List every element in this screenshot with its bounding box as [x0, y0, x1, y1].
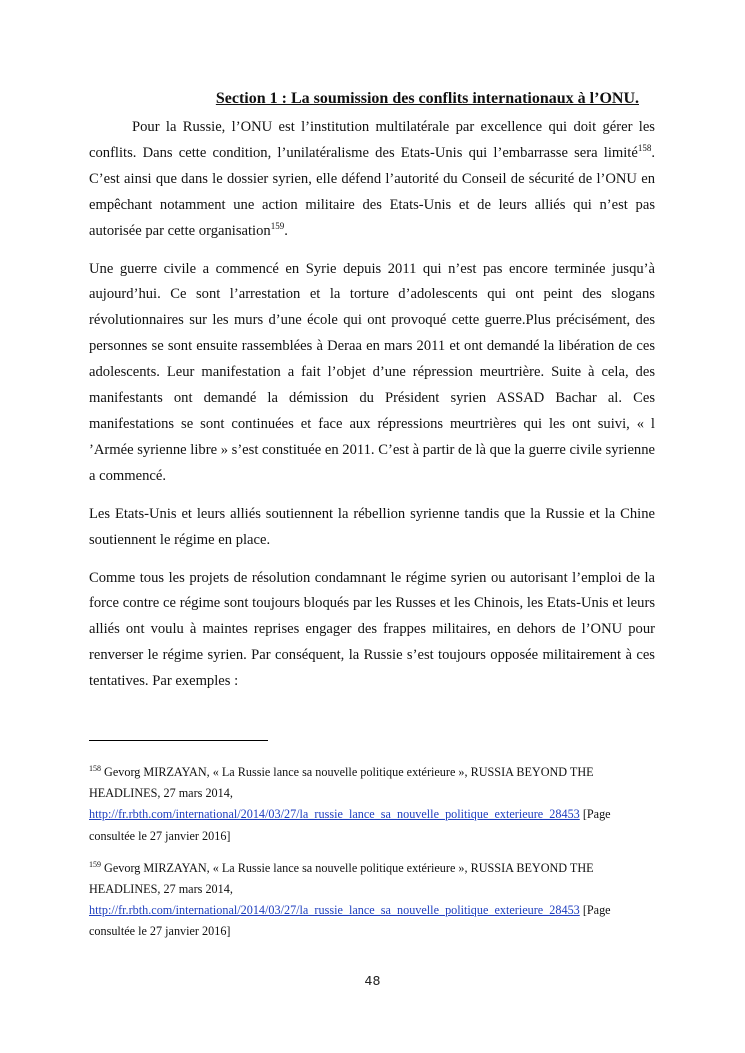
footnote-ref-158[interactable]: 158 [637, 143, 652, 154]
footnote-text: Gevorg MIRZAYAN, « La Russie lance sa nouvelle politique extérieure », RUSSIA BEYOND THE HEADLINES, 27 mars 2014, [89, 860, 594, 897]
footnote-ref-159[interactable]: 159 [270, 220, 285, 231]
paragraph-1-text-c: . [284, 222, 288, 239]
footnote-text: Gevorg MIRZAYAN, « La Russie lance sa nouvelle politique extérieure », RUSSIA BEYOND THE HEADLINES, 27 mars 2014, [89, 765, 594, 801]
paragraph-4: Comme tous les projets de résolution condamnant le régime syrien ou autorisant l’emploi de la force contre ce régime sont toujours bloqués par les Russes et les Chinois, les Etats-Unis et leurs alliés ont voulu à maintes reprises engager des frappes militaires, en dehors de l’ONU pour renverser le régime syrien. Par conséquent, la Russie s’est toujours opposée militairement à ces tentatives. Par exemples : [89, 569, 655, 690]
footnote-link[interactable]: http://fr.rbth.com/international/2014/03/27/la_russie_lance_sa_nouvelle_politique_exterieure_28453 [89, 903, 580, 918]
footnote-number: 158 [89, 763, 101, 773]
section-title: Section 1 : La soumission des conflits internationaux à l’ONU. [215, 90, 639, 107]
footnote-consulted: [Page consultée le 27 janvier 2016] [89, 807, 611, 843]
footnote-number: 159 [89, 859, 101, 869]
footnote-consulted: [Page consultée le 27 janvier 2016] [89, 903, 611, 939]
paragraph-1-text-b: . C’est ainsi que dans le dossier syrien, elle défend l’autorité du Conseil de sécurité de l’ONU en empêchant notamment une action militaire des Etats-Unis et de leurs alliés qui n’est pas autorisée par cette organisation [89, 144, 655, 239]
paragraph-1-text-a: Pour la Russie, l’ONU est l’institution multilatérale par excellence qui doit gérer les conflits. Dans cette condition, l’unilatéralisme des Etats-Unis qui l’embarrasse sera limité [89, 119, 655, 161]
footnote-separator [89, 740, 268, 741]
page-body [89, 86, 655, 695]
footnote-link[interactable]: http://fr.rbth.com/international/2014/03/27/la_russie_lance_sa_nouvelle_politique_exterieure_28453 [89, 807, 580, 822]
paragraph-2: Une guerre civile a commencé en Syrie depuis 2011 qui n’est pas encore terminée jusqu’à aujourd’hui. Ce sont l’arrestation et la torture d’adolescents qui ont peint des slogans révolutionnaires sur les murs d’une école qui ont provoqué cette guerre.Plus précisément, des personnes se sont ensuite rassemblées à Deraa en mars 2011 et ont demandé la libération de ces adolescents. Leur manifestation a fait l’objet d’une répression meurtrière. Suite à cela, des manifestants ont demandé la démission du Président syrien ASSAD Bachar al. Ces manifestations se sont continuées et face aux répressions meurtrières qui les ont suivi, « l ’Armée syrienne libre » s’est constituée en 2011. C’est à partir de là que la guerre civile syrienne a commencé. [89, 260, 655, 484]
paragraph-3: Les Etats-Unis et leurs alliés soutiennent la rébellion syrienne tandis que la Russie et la Chine soutiennent le régime en place. [89, 505, 655, 548]
footnotes [89, 762, 655, 954]
page-number: 48 [364, 973, 381, 988]
paragraph-1 [89, 115, 655, 245]
footnote-158 [89, 762, 655, 847]
footnote-159 [89, 858, 655, 943]
